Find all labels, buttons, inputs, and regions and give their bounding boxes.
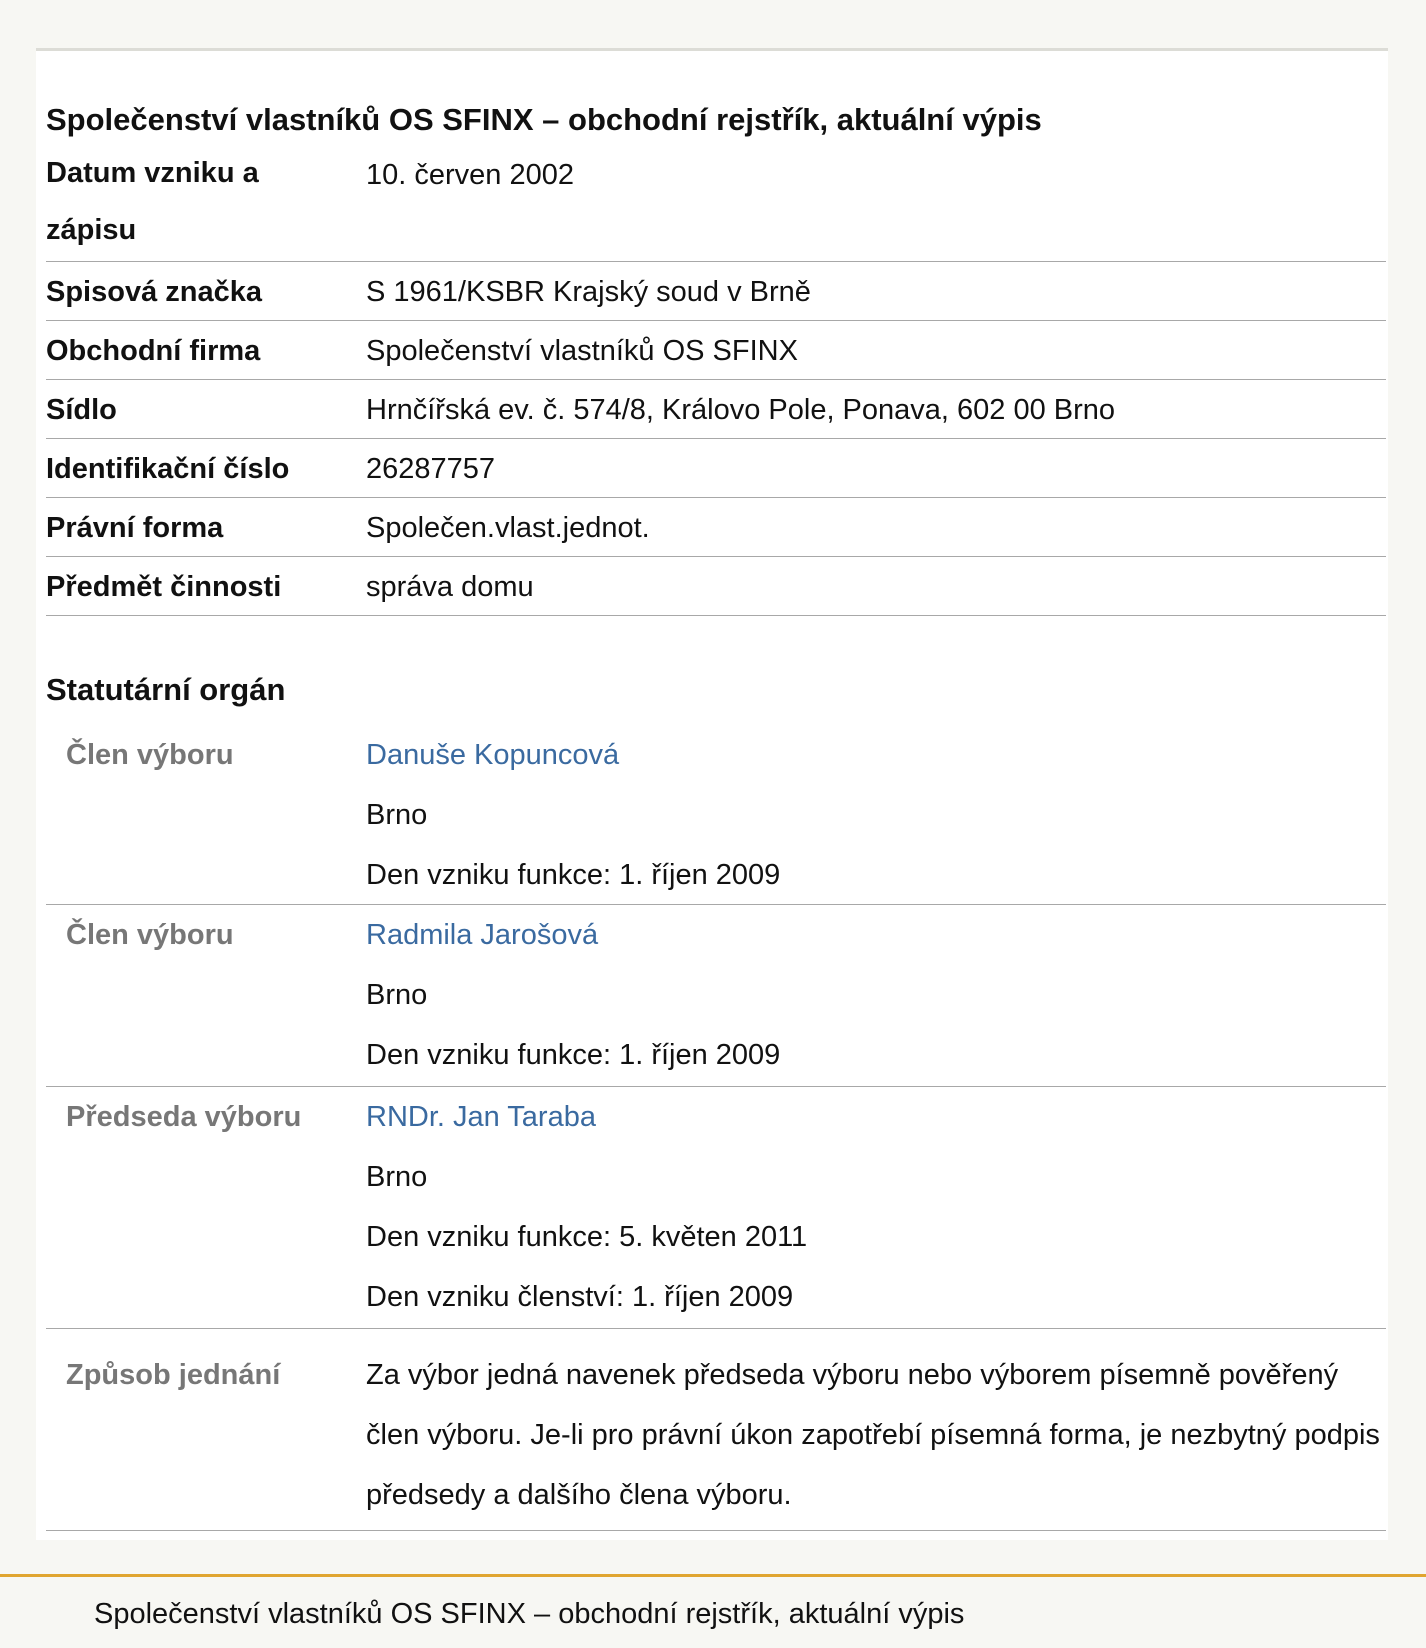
member-info — [366, 1087, 1386, 1327]
footer — [0, 1574, 1426, 1648]
legal-form-label: Právní forma — [46, 512, 224, 544]
row-company-name — [46, 321, 1386, 380]
seat-label: Sídlo — [46, 394, 117, 426]
legal-form-value — [366, 498, 1386, 558]
company-name-text: Společenství vlastníků OS SFINX — [366, 335, 798, 367]
member-detail: Den vzniku funkce: 5. květen 2011 — [366, 1221, 808, 1253]
member-row — [46, 1087, 1386, 1329]
member-role: Člen výboru — [66, 919, 234, 951]
founding-date-value — [366, 145, 1386, 205]
seat-text: Hrnčířská ev. č. 574/8, Královo Pole, Ponava, 602 00 Brno — [366, 394, 1116, 426]
row-file-number — [46, 262, 1386, 321]
row-conduct — [46, 1329, 1386, 1531]
member-city: Brno — [366, 799, 428, 831]
member-city: Brno — [366, 1161, 428, 1193]
row-founding-date — [46, 145, 1386, 262]
conduct-value — [366, 1345, 1386, 1525]
member-detail: Den vzniku funkce: 1. říjen 2009 — [366, 1039, 781, 1071]
member-info — [366, 905, 1386, 1085]
statutory-title: Statutární orgán — [46, 672, 286, 707]
company-name-label: Obchodní firma — [46, 335, 261, 367]
file-number-label: Spisová značka — [46, 276, 262, 308]
file-number-value — [366, 262, 1386, 322]
member-name-link[interactable]: RNDr. Jan Taraba — [366, 1101, 596, 1133]
member-row — [46, 725, 1386, 905]
member-role: Předseda výboru — [66, 1101, 302, 1133]
row-legal-form — [46, 498, 1386, 557]
founding-date-text: 10. červen 2002 — [366, 159, 574, 191]
file-number-text: S 1961/KSBR Krajský soud v Brně — [366, 276, 811, 308]
id-number-value — [366, 439, 1386, 499]
row-id-number — [46, 439, 1386, 498]
company-name-value — [366, 321, 1386, 381]
row-business-subject — [46, 557, 1386, 616]
id-number-label: Identifikační číslo — [46, 453, 290, 485]
seat-value — [366, 380, 1386, 440]
member-name-link[interactable]: Radmila Jarošová — [366, 919, 599, 951]
conduct-text: Za výbor jedná navenek předseda výboru nebo výborem písemně pověřený člen výboru. Je-li pro právní úkon zapotřebí písemná forma, je nezbytný podpis předsedy a dalšího člena výboru. — [366, 1359, 1380, 1511]
conduct-label: Způsob jednání — [66, 1359, 281, 1391]
member-row — [46, 905, 1386, 1087]
member-city: Brno — [366, 979, 428, 1011]
business-subject-label: Předmět činnosti — [46, 571, 282, 603]
member-role: Člen výboru — [66, 739, 234, 771]
member-detail: Den vzniku členství: 1. říjen 2009 — [366, 1281, 794, 1313]
member-detail: Den vzniku funkce: 1. říjen 2009 — [366, 859, 781, 891]
business-subject-text: správa domu — [366, 571, 534, 603]
founding-date-label: Datum vzniku a zápisu — [46, 157, 259, 246]
business-subject-value — [366, 557, 1386, 617]
legal-form-text: Společen.vlast.jednot. — [366, 512, 650, 544]
footer-title: Společenství vlastníků OS SFINX – obchodní rejstřík, aktuální výpis — [94, 1598, 965, 1630]
member-info — [366, 725, 1386, 905]
row-seat — [46, 380, 1386, 439]
id-number-text: 26287757 — [366, 453, 496, 485]
member-name-link[interactable]: Danuše Kopuncová — [366, 739, 620, 771]
page-title: Společenství vlastníků OS SFINX – obchodní rejstřík, aktuální výpis — [46, 102, 1042, 137]
